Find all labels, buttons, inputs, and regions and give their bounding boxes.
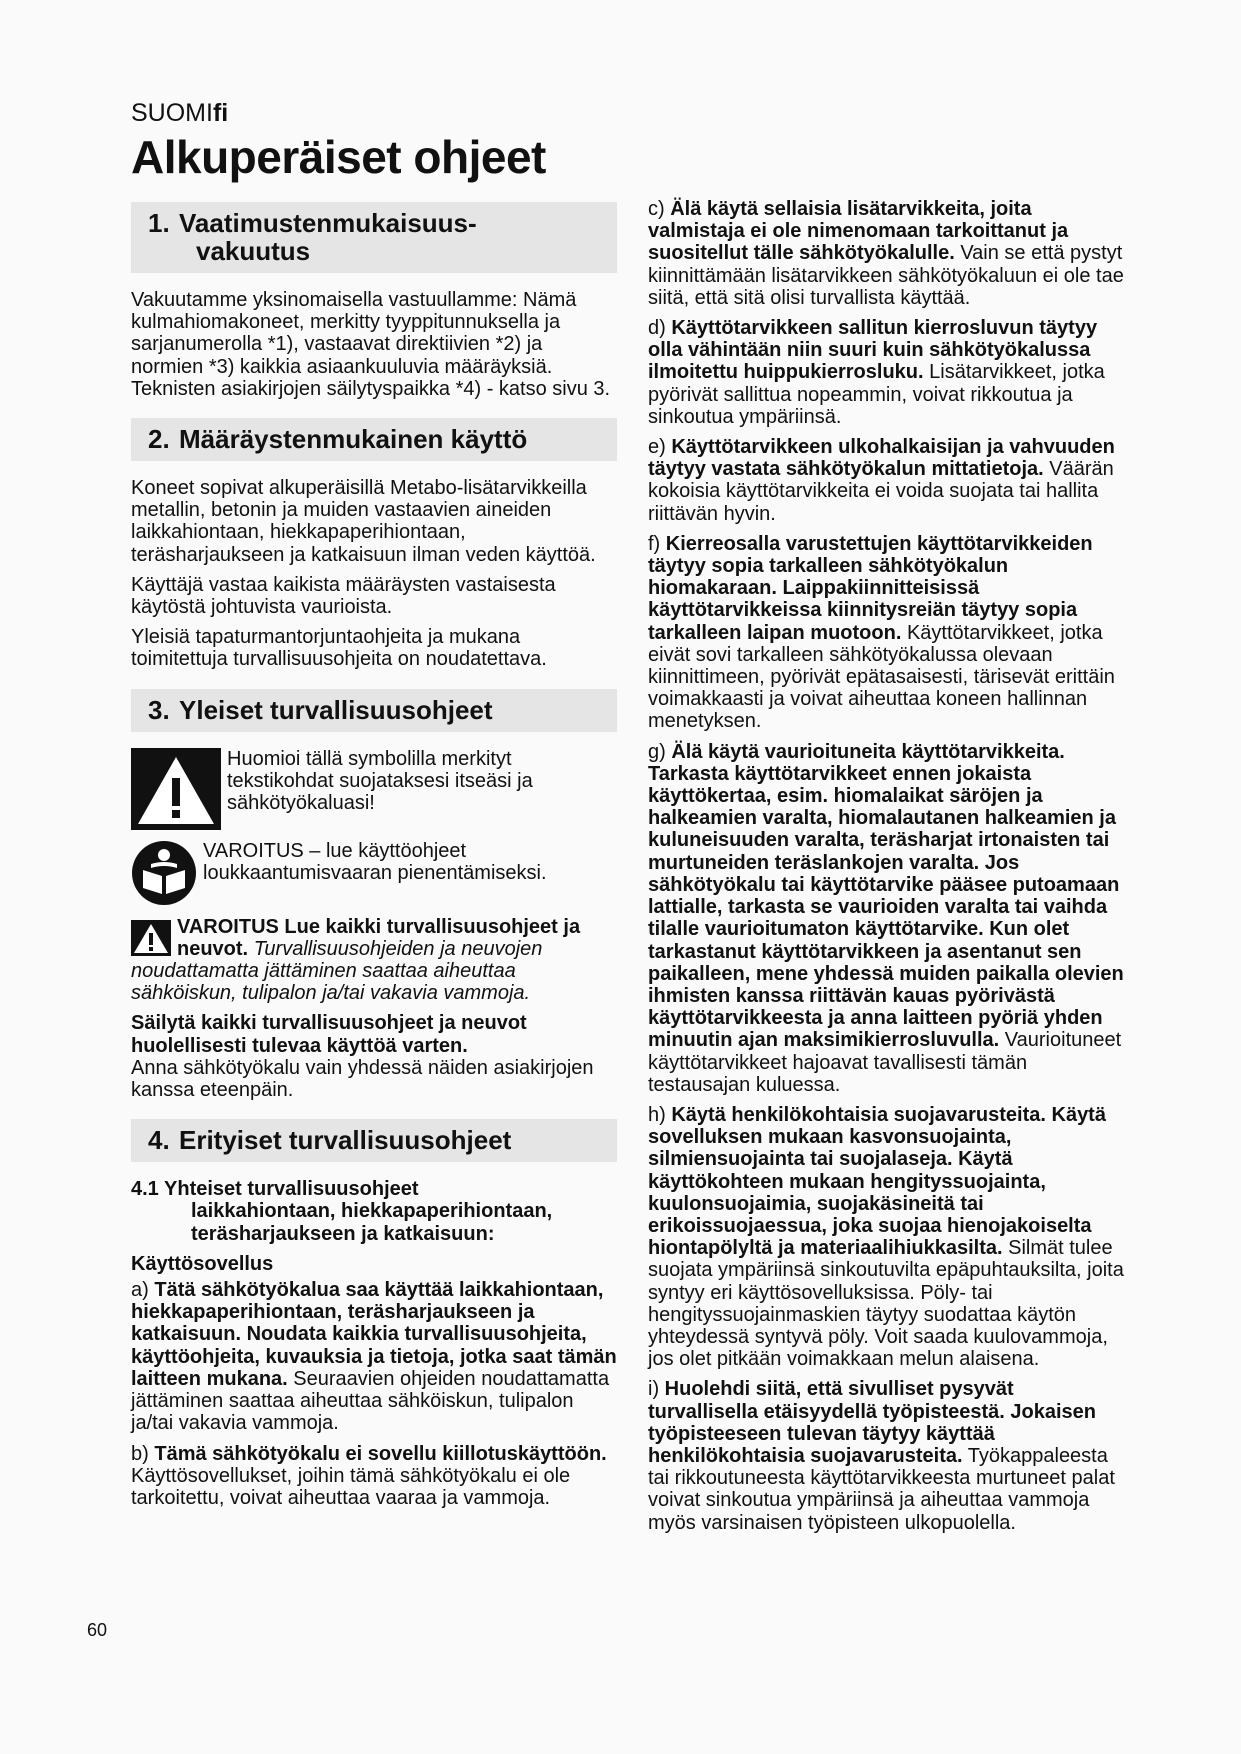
item-bold: Tämä sähkötyökalu ei sovellu kiillotuskäyttöön. [154,1442,607,1465]
section-2-paragraph-3: Yleisiä tapaturmantorjuntaohjeita ja mukana toimitettuja turvallisuusohjeita on noudatettava. [131,626,547,671]
item-bold: Huolehdi siitä, että sivulliset pysyvät turvallisella etäisyydellä työpisteestä. Jokaisen työpisteeseen tulevan täytyy käyttää henkilökohtaisia suojavarusteita. [648,1378,1097,1467]
item-label: d) [648,317,666,340]
subsection-title-line1: Yhteiset turvallisuusohjeet [164,1178,419,1201]
warning-symbol-text: Huomioi tällä symbolilla merkityt tekstikohdat suojataksesi itseäsi ja sähkötyökaluasi! [227,747,533,815]
item-text: Vain se että pystyt kiinnittämään lisätarvikkeen sähkötyökaluun ei ole tae siitä, että sitä olisi turvallista käyttää. [648,242,1124,309]
item-i [648,1378,1128,1533]
section-number: 1. [148,208,170,238]
section-2-heading [131,418,617,461]
subsection-4-1-heading [131,1178,617,1245]
section-title: Erityiset turvallisuusohjeet [179,1125,512,1156]
section-title: Yleiset turvallisuusohjeet [179,694,493,725]
item-text: Käyttötarvikkeet, jotka eivät sovi tarkalleen sähkötyökalussa olevaan kiinnittimeen, pyörivät epätasaisesti, tärisevät erittäin voimakkaasti ja voivat aiheuttaa koneen hallinnan menetyksen. [648,621,1115,733]
read-manual-text: VAROITUS – lue käyttöohjeet loukkaantumisvaaran pienentämiseksi. [203,839,547,884]
item-label: c) [648,198,665,220]
keep-instructions-text: Anna sähkötyökalu vain yhdessä näiden asiakirjojen kanssa eteenpäin. [131,1056,594,1102]
left-column [131,202,617,1517]
item-bold: Käyttötarvikkeen sallitun kierrosluvun täytyy olla vähintään niin suuri kuin sähkötyökalussa ilmoitettu huippukierrosluku. [648,317,1098,384]
item-label: f) [648,532,661,555]
page-number: 60 [87,1620,108,1640]
language-label [131,99,228,128]
item-label: h) [648,1103,666,1126]
item-label: a) [131,1279,149,1302]
item-bold: Kierreosalla varustettujen käyttötarvikkeiden täytyy sopia tarkalleen sähkötyökalun hiomakaraan. Laippakiinnitteisissä käyttötarvikkeissa kiinnitysreiän täytyy sopia tarkalleen laipan muotoon. [648,532,1093,644]
section-3-heading [131,689,617,732]
language-code: fi [212,99,229,127]
read-manual-icon [131,840,197,906]
item-e [648,436,1128,525]
document-title: Alkuperäiset ohjeet [131,131,546,183]
item-text: Väärän kokoisia käyttötarvikkeita ei voida suojata tai hallita riittävän hyvin. [648,458,1114,525]
section-title-line1: Vaatimustenmukaisuus- [179,208,477,238]
general-warning-bold: VAROITUS Lue kaikki turvallisuusohjeet ja neuvot. [177,915,581,960]
item-bold: Käyttötarvikkeen ulkohalkaisijan ja vahvuuden täytyy vastata sähkötyökalun mittatietoja. [648,436,1115,481]
section-1-heading [131,202,617,273]
section-number: 3. [148,694,170,725]
item-bold: Käytä henkilökohtaisia suojavarusteita. Käytä sovelluksen mukaan kasvonsuojainta, silmiensuojainta tai suojalaseja. Käytä käyttökohteen mukaan hengityssuojainta, kuulonsuojaimia, suojakäsineitä tai erikoissuojaessua, joka suojaa hienojakoiselta hiontapölyltä ja materiaalihiukkasilta. [648,1103,1106,1260]
item-b [131,1443,617,1510]
item-d [648,317,1128,428]
item-text: Käyttösovellukset, joihin tämä sähkötyökalu ei ole tarkoitettu, voivat aiheuttaa vaaraa ja vammoja. [131,1464,571,1509]
item-bold: Älä käytä sellaisia lisätarvikkeita, joita valmistaja ei ole nimenomaan tarkoittanut ja suositellut tälle sähkötyökalulle. [648,198,1069,265]
keep-instructions-bold: Säilytä kaikki turvallisuusohjeet ja neuvot huolellisesti tulevaa käyttöä varten. [131,1012,527,1057]
item-text: Vaurioituneet käyttötarvikkeet hajoavat tavallisesti tämän testausajan kuluessa. [648,1029,1122,1096]
warning-triangle-icon [131,920,171,956]
section-number: 4. [148,1125,170,1156]
item-g [648,741,1128,1096]
language-name: SUOMI [131,99,213,127]
item-bold: Tätä sähkötyökalua saa käyttää laikkahiontaan, hiekkapaperihiontaan, teräsharjaukseen ja katkaisuun. Noudata kaikkia turvallisuusohjeita, käyttöohjeita, kuvauksia ja tietoja, jotka saat tämän laitteen mukana. [131,1279,617,1390]
item-label: b) [131,1442,149,1465]
section-title: Määräystenmukainen käyttö [179,424,528,455]
item-c [648,198,1128,309]
section-title-line2: vakuutus [196,236,311,266]
section-2-paragraph-2: Käyttäjä vastaa kaikista määräysten vastaisesta käytöstä johtuvista vaurioista. [131,573,556,619]
item-h [648,1104,1128,1370]
subsection-number: 4.1 [131,1178,159,1201]
general-warning-paragraph [131,916,617,1005]
section-2-paragraph-1: Koneet sopivat alkuperäisillä Metabo-lisätarvikkeilla metallin, betonin ja muiden vastaavien aineiden laikkahiontaan, hiekkapaperihiontaan, teräsharjaukseen ja katkaisuun ilman veden käyttöä. [131,477,596,566]
item-text: Lisätarvikkeet, jotka pyörivät sallittua nopeammin, voivat rikkoutua ja sinkoutua ympäriinsä. [648,361,1105,428]
general-warning-italic: Turvallisuusohjeiden ja neuvojen noudattamatta jättäminen saattaa aiheuttaa sähköiskun, tulipalon ja/tai vakavia vammoja. [131,937,543,1005]
item-text: Silmät tulee suojata ympäriinsä sinkoutuvilta epäpuhtauksilta, joita syntyy eri käyttösovelluksissa. Pöly- tai hengityssuojainmaskien täytyy suodattaa käytön yhteydessä syntyvä pöly. Voit saada kuulovammoja, jos olet pitkään voimakkaan melun alaisena. [648,1237,1124,1371]
warning-triangle-icon [131,748,221,830]
warning-symbol-note [131,748,617,830]
read-manual-note [131,840,617,906]
usage-heading: Käyttösovellus [131,1252,274,1275]
item-label: g) [648,740,666,763]
right-column [648,198,1128,1542]
item-text: Työkappaleesta tai rikkoutuneesta käyttötarvikkeesta murtuneet palat voivat sinkoutua ympäriinsä ja aiheuttaa vammoja myös varsinaisen työpisteen ulkopuolella. [648,1444,1115,1534]
item-a [131,1279,617,1434]
subsection-title-line2: laikkahiontaan, hiekkapaperihiontaan, teräsharjaukseen ja katkaisuun: [191,1200,553,1245]
item-bold: Älä käytä vaurioituneita käyttötarvikkeita. Tarkasta käyttötarvikkeet ennen jokaista käyttökertaa, esim. hiomalaikat säröjen ja halkeamien varalta, hiomalautanen halkeamien ja kuluneisuuden varalta, teräsharjat irtonaisten tai murtuneiden teräslankojen varalta. Jos sähkötyökalu tai käyttötarvike pääsee putoamaan lattialle, tarkasta se vaurioiden varalta tai vaihda tilalle vaurioitumaton käyttötarvike. Kun olet tarkastanut käyttötarvikkeen ja asentanut sen paikalleen, mene yhdessä muiden paikalla olevien ihmisten kanssa riittävän kauas pyörivästä käyttötarvikkeesta ja anna laitteen pyöriä yhden minuutin ajan maksimikierrosluvulla. [648,740,1124,1052]
section-1-paragraph: Vakuutamme yksinomaisella vastuullamme: Nämä kulmahiomakoneet, merkitty tyyppitunnuksella ja sarjanumerolla *1), vastaavat direktiivien *2) ja normien *3) kaikkia asiaankuuluvia määräyksiä. Teknisten asiakirjojen säilytyspaikka *4) - katso sivu 3. [131,289,611,400]
section-number: 2. [148,424,170,455]
item-label: e) [648,436,666,459]
item-text: Seuraavien ohjeiden noudattamatta jättäminen saattaa aiheuttaa sähköiskun, tulipalon ja/tai vakavia vammoja. [131,1367,610,1435]
section-4-heading [131,1119,617,1162]
keep-instructions-paragraph [131,1012,617,1101]
item-label: i) [648,1378,660,1401]
item-f [648,533,1128,733]
